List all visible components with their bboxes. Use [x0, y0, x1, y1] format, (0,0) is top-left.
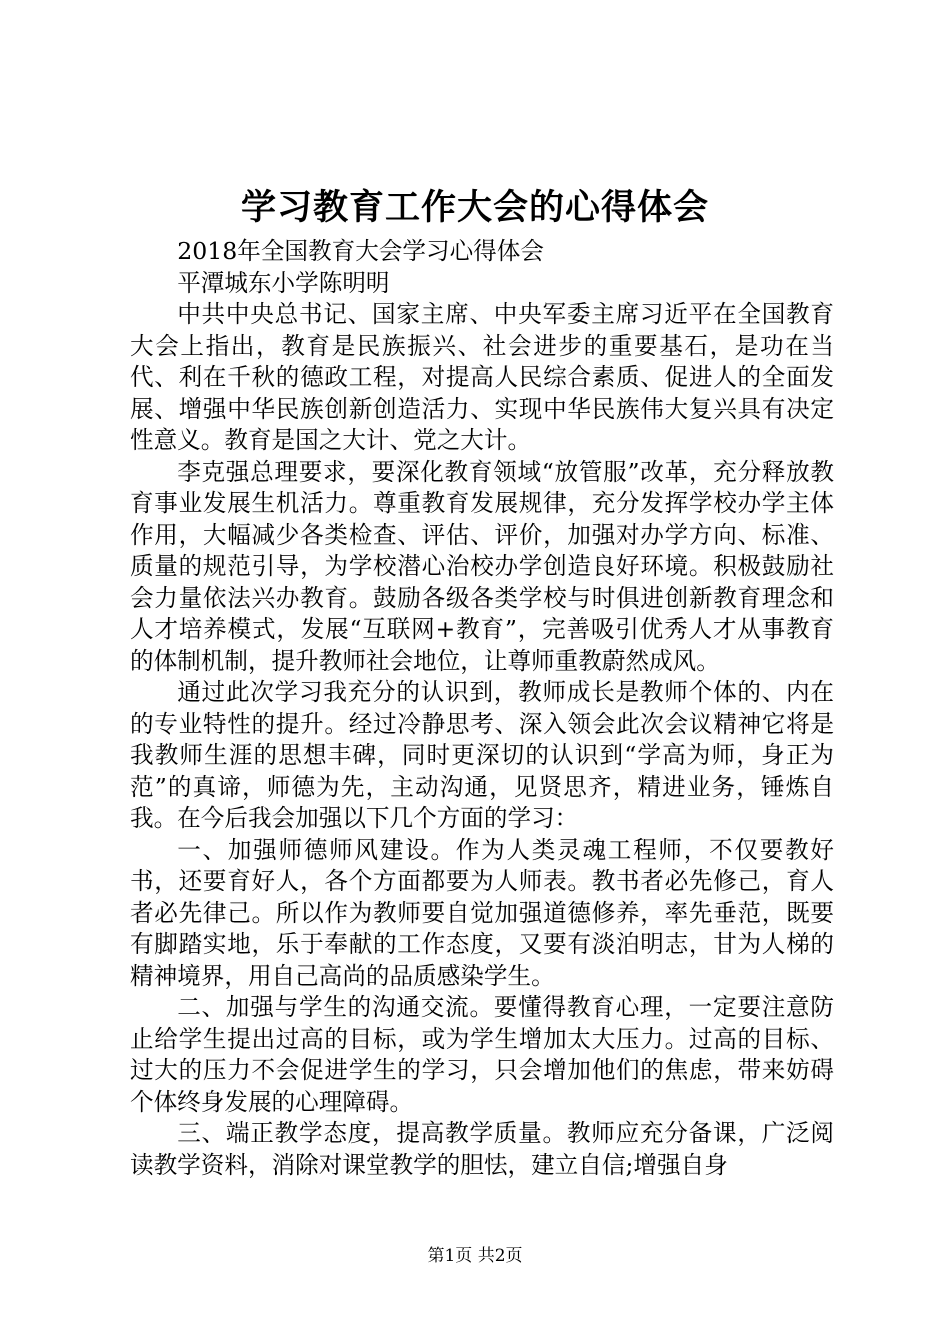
page-number-footer: 第1页 共2页 [427, 1246, 523, 1266]
paragraph: 李克强总理要求，要深化教育领域“放管服”改革，充分释放教育事业发展生机活力。尊重教育发展规律，充分发挥学校办学主体作用，大幅减少各类检查、评估、评价，加强对办学方向、标准、质量的规范引导，为学校潜心治校办学创造良好环境。积极鼓励社会力量依法兴办教育。鼓励各级各类学校与时俱进创新教育理念和人才培养模式，发展“互联网+教育”，完善吸引优秀人才从事教育的体制机制，提升教师社会地位，让尊师重教蔚然成风。 [130, 457, 834, 675]
subtitle-line: 2018年全国教育大会学习心得体会 [177, 237, 544, 265]
paragraph: 中共中央总书记、国家主席、中央军委主席习近平在全国教育大会上指出，教育是民族振兴、社会进步的重要基石，是功在当代、利在千秋的德政工程，对提高人民综合素质、促进人的全面发展、增强中华民族创新创造活力、实现中华民族伟大复兴具有决定性意义。教育是国之大计、党之大计。 [130, 300, 834, 454]
document-body [130, 236, 834, 1181]
document-title: 学习教育工作大会的心得体会 [240, 187, 709, 228]
paragraph: 通过此次学习我充分的认识到，教师成长是教师个体的、内在的专业特性的提升。经过冷静思考、深入领会此次会议精神它将是我教师生涯的思想丰碑，同时更深切的认识到“学高为师，身正为范”的真谛，师德为先，主动沟通，见贤思齐，精进业务，锤炼自我。在今后我会加强以下几个方面的学习： [130, 678, 834, 832]
paragraph: 三、端正教学态度，提高教学质量。教师应充分备课，广泛阅读教学资料，消除对课堂教学的胆怯，建立自信;增强自身 [130, 1119, 834, 1179]
author-line: 平潭城东小学陈明明 [177, 268, 390, 297]
paragraph: 一、加强师德师风建设。作为人类灵魂工程师，不仅要教好书，还要育好人，各个方面都要为人师表。教书者必先修己，育人者必先律己。所以作为教师要自觉加强道德修养，率先垂范，既要有脚踏实地，乐于奉献的工作态度，又要有淡泊明志，甘为人梯的精神境界，用自己高尚的品质感染学生。 [130, 835, 834, 990]
paragraph: 二、加强与学生的沟通交流。要懂得教育心理，一定要注意防止给学生提出过高的目标，或为学生增加太大压力。过高的目标、过大的压力不会促进学生的学习，只会增加他们的焦虑，带来妨碍个体终身发展的心理障碍。 [130, 993, 834, 1116]
